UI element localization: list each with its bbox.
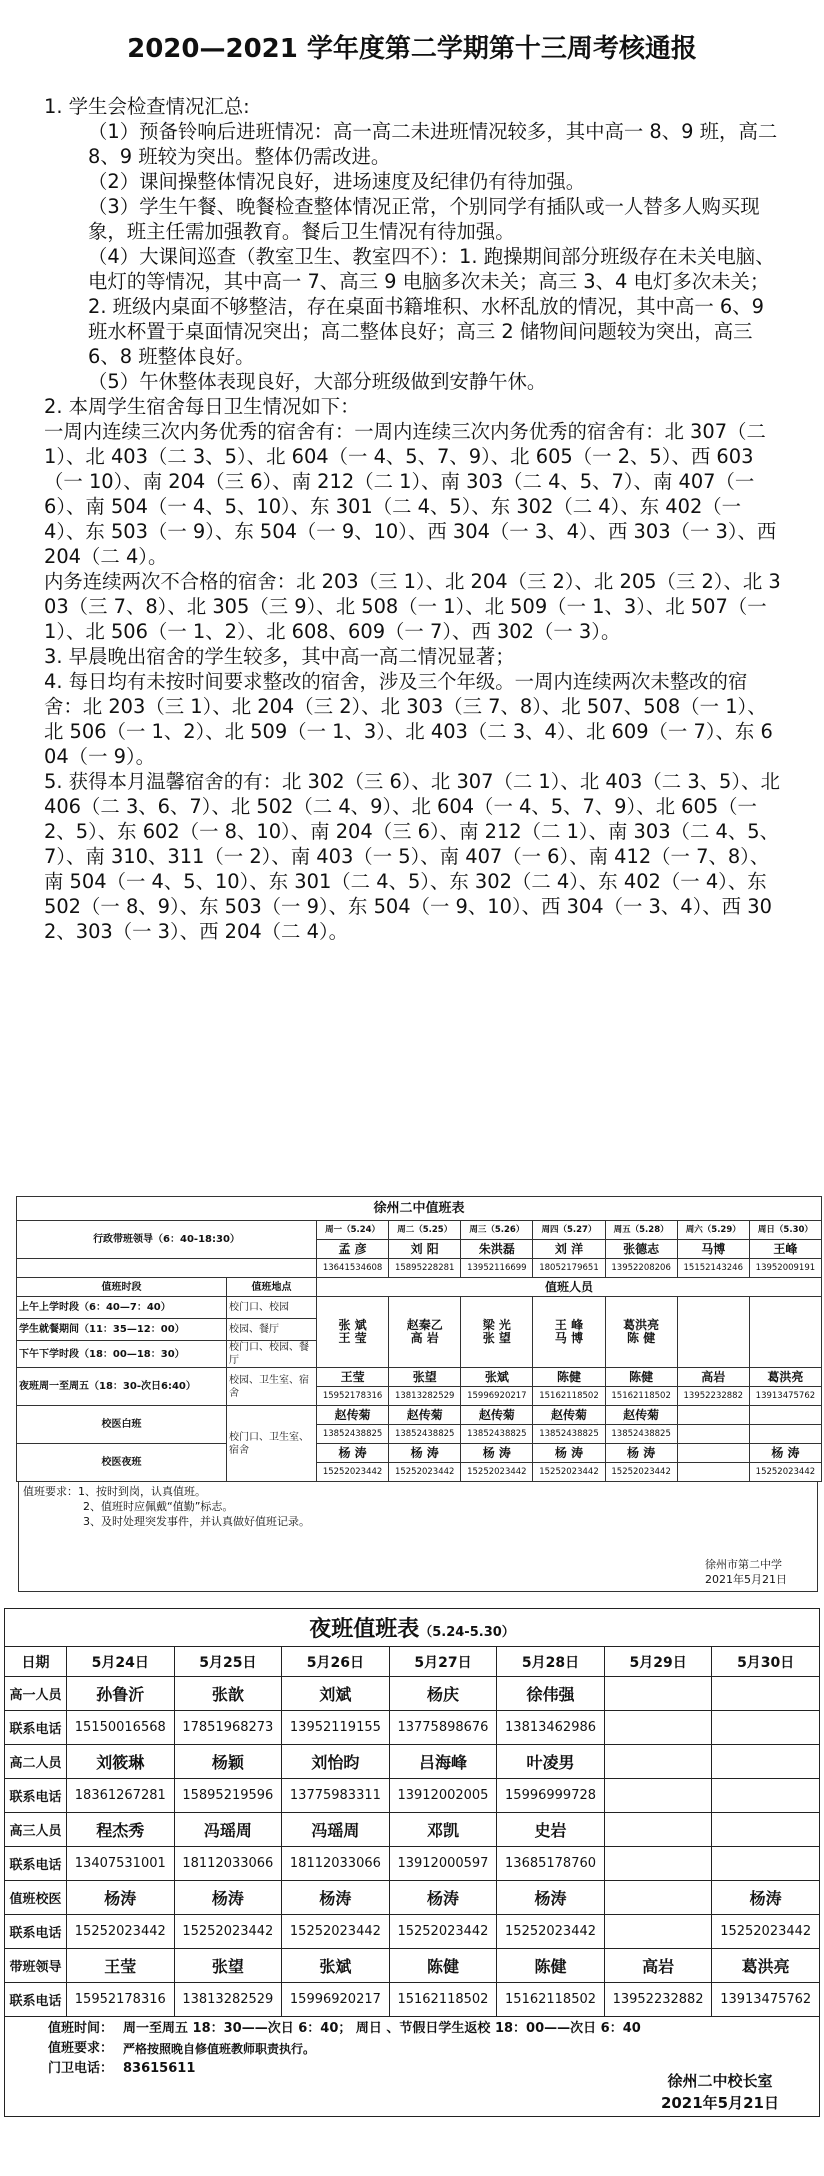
- gate-phone-label: 门卫电话：: [47, 2061, 113, 2076]
- signature-org: 徐州二中校长室: [667, 2072, 773, 2090]
- night-place: 校园、卫生室、宿舍: [227, 1368, 317, 1406]
- doctor-night-name: 杨 涛: [389, 1444, 461, 1463]
- page-title: 2020—2021 学年度第二学期第十三周考核通报: [127, 34, 697, 64]
- doctor-day-phone: 13852438825: [533, 1425, 605, 1444]
- row-label: 值班校医: [5, 1881, 67, 1915]
- col-period: 值班时段: [17, 1278, 227, 1297]
- doctor-day-name: 赵传菊: [461, 1406, 533, 1425]
- day-header: 周六（5.29）: [677, 1221, 749, 1240]
- leader-name: 刘 洋: [533, 1240, 605, 1259]
- phone-cell: 13407531001: [67, 1847, 175, 1881]
- phone-cell: 13813462986: [497, 1711, 605, 1745]
- night-phone: 15996920217: [461, 1387, 533, 1406]
- name-cell: 张斌: [282, 1949, 390, 1983]
- phone-cell: [712, 1779, 820, 1813]
- signature-org: 徐州市第二中学: [705, 1558, 782, 1571]
- phone-cell: 13685178760: [497, 1847, 605, 1881]
- doctor-place: 校门口、卫生室、宿舍: [227, 1406, 317, 1482]
- excellent-dorms: 一周内连续三次内务优秀的宿舍有：一周内连续三次内务优秀的宿舍有：北 307（二 1）、北 403（二 3、5）、北 604（一 4、5、7、9）、北 605（一 2、5）、西 603（一 10）、南 204（三 6）、南 212（二 1）、南 303（二 4、5、7）、南 407（一 6）、南 504（一 4、5、10）、东 301（二 4、5）、东 302（二 4）、东 402（一 4）、东 503（一 9）、东 504（一 9、10）、西 304（一 3、4）、西 303（一 3）、西 204（二 4）。: [44, 420, 777, 568]
- leader-phone: 13952208206: [605, 1259, 677, 1278]
- row-label: 联系电话: [5, 1711, 67, 1745]
- phone-cell: 13775898676: [389, 1711, 497, 1745]
- doctor-day-phone: [677, 1425, 749, 1444]
- night-duty-signature: [661, 2070, 779, 2114]
- day-header: 周二（5.25）: [389, 1221, 461, 1240]
- name-cell: 杨庆: [389, 1677, 497, 1711]
- night-name: 王莹: [317, 1368, 389, 1387]
- name-cell: 杨涛: [282, 1881, 390, 1915]
- doctor-day-phone: [749, 1425, 821, 1444]
- name-cell: 葛洪亮: [712, 1949, 820, 1983]
- leader-name: 孟 彦: [317, 1240, 389, 1259]
- name-cell: 杨颖: [174, 1745, 282, 1779]
- name-cell: 杨涛: [389, 1881, 497, 1915]
- night-phone: 13952232882: [677, 1387, 749, 1406]
- name-cell: 程杰秀: [67, 1813, 175, 1847]
- phone-cell: 15162118502: [389, 1983, 497, 2017]
- doctor-day-name: 赵传菊: [389, 1406, 461, 1425]
- time-label: 值班时间：: [47, 2021, 113, 2036]
- phone-cell: 13913475762: [712, 1983, 820, 2017]
- day-duty-caption: 徐州二中值班表: [17, 1197, 822, 1221]
- name-cell: [604, 1677, 712, 1711]
- period-place: 校园、餐厅: [227, 1319, 317, 1341]
- name-cell: 史岩: [497, 1813, 605, 1847]
- doctor-day-name: 赵传菊: [317, 1406, 389, 1425]
- requirements-text: 严格按照晚自修值班教师职责执行。: [123, 2042, 316, 2056]
- doctor-night-phone: 15252023442: [389, 1463, 461, 1482]
- phone-cell: 15252023442: [282, 1915, 390, 1949]
- night-name: 陈健: [533, 1368, 605, 1387]
- day-staff: [749, 1297, 821, 1368]
- doctor-night-phone: 15252023442: [461, 1463, 533, 1482]
- name-cell: [712, 1677, 820, 1711]
- doctor-day-phone: 13852438825: [317, 1425, 389, 1444]
- night-duty-row: [5, 1983, 820, 2017]
- leader-label: 行政带班领导（6：40-18:30）: [17, 1221, 317, 1259]
- row-label: 联系电话: [5, 1847, 67, 1881]
- night-duty-footer: [4, 2017, 820, 2117]
- day-header: 周三（5.26）: [461, 1221, 533, 1240]
- phone-cell: 15895219596: [174, 1779, 282, 1813]
- name-cell: 杨涛: [67, 1881, 175, 1915]
- phone-cell: 15252023442: [712, 1915, 820, 1949]
- section-1-item: （5）午休整体表现良好，大部分班级做到安静午休。: [88, 370, 547, 393]
- night-duty-row: [5, 1677, 820, 1711]
- phone-cell: 15996999728: [497, 1779, 605, 1813]
- col-staff: 值班人员: [317, 1278, 822, 1297]
- row-label: 联系电话: [5, 1779, 67, 1813]
- name-cell: 陈健: [389, 1949, 497, 1983]
- phone-cell: 15252023442: [174, 1915, 282, 1949]
- night-duty-row: [5, 1915, 820, 1949]
- doctor-night-name: 杨 涛: [317, 1444, 389, 1463]
- night-phone: 13913475762: [749, 1387, 821, 1406]
- doctor-day-name: [749, 1406, 821, 1425]
- requirements-label: 值班要求：: [23, 1485, 78, 1498]
- name-cell: 叶凌男: [497, 1745, 605, 1779]
- leader-phone: 15895228281: [389, 1259, 461, 1278]
- doctor-day-phone: 13852438825: [461, 1425, 533, 1444]
- day-staff: 王 峰 马 博: [533, 1297, 605, 1368]
- name-cell: 冯瑶周: [174, 1813, 282, 1847]
- leader-name: 马博: [677, 1240, 749, 1259]
- phone-cell: [604, 1711, 712, 1745]
- signature-date: 2021年5月21日: [660, 2094, 779, 2112]
- doctor-night-name: 杨 涛: [749, 1444, 821, 1463]
- phone-cell: 15952178316: [67, 1983, 175, 2017]
- night-label: 夜班周一至周五（18：30-次日6:40）: [17, 1368, 227, 1406]
- leader-name: 刘 阳: [389, 1240, 461, 1259]
- name-cell: 冯瑶周: [282, 1813, 390, 1847]
- day-staff: 赵秦乙 高 岩: [389, 1297, 461, 1368]
- name-cell: [604, 1813, 712, 1847]
- doctor-day-phone: 13852438825: [389, 1425, 461, 1444]
- name-cell: 邓凯: [389, 1813, 497, 1847]
- row-label: 高二人员: [5, 1745, 67, 1779]
- night-name: 张望: [389, 1368, 461, 1387]
- name-cell: 刘筱琳: [67, 1745, 175, 1779]
- phone-cell: [712, 1847, 820, 1881]
- requirement-item: 3、及时处理突发事件，并认真做好值班记录。: [83, 1515, 310, 1528]
- day-header: 周五（5.28）: [605, 1221, 677, 1240]
- day-staff: 葛洪亮 陈 健: [605, 1297, 677, 1368]
- phone-cell: 18361267281: [67, 1779, 175, 1813]
- section-1-heading: 1. 学生会检查情况汇总:: [44, 95, 250, 118]
- time-text: 周一至周五 18：30——次日 6：40； 周日 、节假日学生返校 18：00——次日 6：40: [123, 2021, 641, 2036]
- date-label: 日期: [5, 1647, 67, 1677]
- day-duty-requirements: [18, 1482, 818, 1592]
- leader-name: 张德志: [605, 1240, 677, 1259]
- leader-phone: 13952009191: [749, 1259, 821, 1278]
- period-place: 校门口、校园、餐厅: [227, 1341, 317, 1368]
- phone-cell: 13952232882: [604, 1983, 712, 2017]
- phone-cell: 18112033066: [282, 1847, 390, 1881]
- name-cell: 王莹: [67, 1949, 175, 1983]
- doctor-night-label: 校医夜班: [17, 1444, 227, 1482]
- section-1-item: （3）学生午餐、晚餐检查整体情况正常，个别同学有插队或一人替多人购买现象，班主任需加强教育。餐后卫生情况有待加强。: [88, 195, 760, 243]
- section-1-item: （1）预备铃响后进班情况：高一高二未进班情况较多，其中高一 8、9 班，高二 8、9 班较为突出。整体仍需改进。: [88, 120, 778, 168]
- date-header: 5月30日: [712, 1647, 820, 1677]
- phone-cell: [604, 1779, 712, 1813]
- date-header: 5月29日: [604, 1647, 712, 1677]
- night-name: 张斌: [461, 1368, 533, 1387]
- name-cell: [604, 1881, 712, 1915]
- night-duty-caption: [5, 1609, 820, 1647]
- date-header: 5月25日: [174, 1647, 282, 1677]
- period-name: 下午下学时段（18：00—18：30）: [17, 1341, 227, 1368]
- phone-cell: 15252023442: [497, 1915, 605, 1949]
- row-label: 高一人员: [5, 1677, 67, 1711]
- period-name: 学生就餐期间（11：35—12：00）: [17, 1319, 227, 1341]
- leader-phone: 13641534608: [317, 1259, 389, 1278]
- night-name: 葛洪亮: [749, 1368, 821, 1387]
- signature-date: 2021年5月21日: [705, 1573, 787, 1586]
- col-place: 值班地点: [227, 1278, 317, 1297]
- night-duty-rows: [5, 1677, 820, 2017]
- failed-dorms: 内务连续两次不合格的宿舍：北 203（三 1）、北 204（三 2）、北 205（三 2）、北 303（三 7、8）、北 305（三 9）、北 508（一 1）、北 509（一 1、3）、北 507（一 1）、北 506（一 1、2）、北 608、609（一 7）、西 302（一 3）。: [44, 570, 781, 643]
- name-cell: 杨涛: [712, 1881, 820, 1915]
- section-3: 3. 早晨晚出宿舍的学生较多，其中高一高二情况显著；: [44, 645, 515, 668]
- night-duty-row: [5, 1779, 820, 1813]
- night-phone: 13813282529: [389, 1387, 461, 1406]
- phone-cell: 15150016568: [67, 1711, 175, 1745]
- leader-name: 王峰: [749, 1240, 821, 1259]
- date-header: 5月27日: [389, 1647, 497, 1677]
- assessment-report: [44, 94, 784, 944]
- doctor-night-phone: 15252023442: [749, 1463, 821, 1482]
- row-label: 高三人员: [5, 1813, 67, 1847]
- phone-cell: [712, 1711, 820, 1745]
- day-header: 周四（5.27）: [533, 1221, 605, 1240]
- phone-cell: [604, 1915, 712, 1949]
- phone-cell: 13952119155: [282, 1711, 390, 1745]
- doctor-day-phone: 13852438825: [605, 1425, 677, 1444]
- night-duty-table: [4, 1608, 820, 2017]
- gate-phone: 83615611: [123, 2061, 196, 2076]
- leader-phone: 13952116699: [461, 1259, 533, 1278]
- date-header: 5月26日: [282, 1647, 390, 1677]
- phone-cell: 15996920217: [282, 1983, 390, 2017]
- doctor-day-name: 赵传菊: [605, 1406, 677, 1425]
- name-cell: 杨涛: [497, 1881, 605, 1915]
- section-1-item: （2）课间操整体情况良好，进场速度及纪律仍有待加强。: [88, 170, 586, 193]
- night-duty-row: [5, 1711, 820, 1745]
- night-duty-row: [5, 1847, 820, 1881]
- phone-cell: 13912002005: [389, 1779, 497, 1813]
- phone-cell: 15162118502: [497, 1983, 605, 2017]
- period-name: 上午上学时段（6：40—7：40）: [17, 1297, 227, 1319]
- doctor-night-name: 杨 涛: [605, 1444, 677, 1463]
- doctor-night-phone: 15252023442: [317, 1463, 389, 1482]
- doctor-night-phone: 15252023442: [605, 1463, 677, 1482]
- name-cell: 张歆: [174, 1677, 282, 1711]
- doctor-day-name: 赵传菊: [533, 1406, 605, 1425]
- night-phone: 15162118502: [605, 1387, 677, 1406]
- phone-cell: 17851968273: [174, 1711, 282, 1745]
- requirements-label: 值班要求：: [47, 2041, 113, 2056]
- name-cell: 孙鲁沂: [67, 1677, 175, 1711]
- section-1-item: （4）大课间巡查（教室卫生、教室四不）：1. 跑操期间部分班级存在未关电脑、电灯的等情况，其中高一 7、高三 9 电脑多次未关；高三 3、4 电灯多次未关；2. 班级内桌面不够整洁，存在桌面书籍堆积、水杯乱放的情况，其中高一 6、9 班水杯置于桌面情况突出；高二整体良好；高三 2 储物间问题较为突出，高三 6、8 班整体良好。: [88, 245, 775, 368]
- name-cell: [712, 1745, 820, 1779]
- date-header: 5月24日: [67, 1647, 175, 1677]
- section-2-heading: 2. 本周学生宿舍每日卫生情况如下：: [44, 395, 360, 418]
- name-cell: 刘怡昀: [282, 1745, 390, 1779]
- day-staff: 梁 光 张 望: [461, 1297, 533, 1368]
- section-5: 5. 获得本月温馨宿舍的有：北 302（三 6）、北 307（二 1）、北 403（二 3、5）、北 406（二 3、6、7）、北 502（二 4、9）、北 604（一 4、5、7、9）、北 605（一 2、5）、东 602（一 8、10）、南 204（三 6）、南 212（二 1）、南 303（二 4、5、7）、南 310、311（一 2）、南 403（一 5）、南 407（一 6）、南 412（一 7、8）、南 504（一 4、5、10）、东 301（二 4、5）、东 302（二 4）、东 402（一 4）、东 502（一 8、9）、东 503（一 9）、东 504（一 9、10）、西 304（一 3、4）、西 302、303（一 3）、西 204（二 4）。: [44, 770, 780, 943]
- day-staff: 张 斌 王 莹: [317, 1297, 389, 1368]
- date-header: 5月28日: [497, 1647, 605, 1677]
- doctor-night-name: 杨 涛: [461, 1444, 533, 1463]
- phone-cell: 13813282529: [174, 1983, 282, 2017]
- doctor-day-label: 校医白班: [17, 1406, 227, 1444]
- phone-cell: 15252023442: [67, 1915, 175, 1949]
- name-cell: 吕海峰: [389, 1745, 497, 1779]
- day-duty-table: [16, 1196, 822, 1482]
- section-4: 4. 每日均有未按时间要求整改的宿舍，涉及三个年级。一周内连续两次未整改的宿舍：北 203（三 1）、北 204（三 2）、北 303（三 7、8）、北 507、508（一 1）、北 506（一 1、2）、北 509（一 1、3）、北 403（二 3、4）、北 609（一 7）、东 604（一 9）。: [44, 670, 773, 768]
- phone-cell: 18112033066: [174, 1847, 282, 1881]
- night-duty-title: 夜班值班表: [309, 1617, 420, 1642]
- leader-phone: 18052179651: [533, 1259, 605, 1278]
- night-duty-row: [5, 1745, 820, 1779]
- row-label: 联系电话: [5, 1915, 67, 1949]
- day-header: 周一（5.24）: [317, 1221, 389, 1240]
- night-name: 高岩: [677, 1368, 749, 1387]
- row-label: 带班领导: [5, 1949, 67, 1983]
- name-cell: [712, 1813, 820, 1847]
- doctor-night-phone: [677, 1463, 749, 1482]
- requirement-item: 2、值班时应佩戴“值勤”标志。: [83, 1500, 234, 1513]
- name-cell: 陈健: [497, 1949, 605, 1983]
- night-phone: 15162118502: [533, 1387, 605, 1406]
- night-phone: 15952178316: [317, 1387, 389, 1406]
- night-duty-range: （5.24-5.30）: [419, 1625, 515, 1640]
- doctor-night-phone: 15252023442: [533, 1463, 605, 1482]
- name-cell: 刘斌: [282, 1677, 390, 1711]
- name-cell: 张望: [174, 1949, 282, 1983]
- name-cell: 徐伟强: [497, 1677, 605, 1711]
- day-duty-signature: [705, 1557, 787, 1587]
- doctor-night-name: 杨 涛: [533, 1444, 605, 1463]
- night-duty-row: [5, 1881, 820, 1915]
- name-cell: 高岩: [604, 1949, 712, 1983]
- doctor-night-name: [677, 1444, 749, 1463]
- phone-cell: [604, 1847, 712, 1881]
- requirement-item: 1、按时到岗，认真值班。: [78, 1485, 206, 1498]
- day-staff: [677, 1297, 749, 1368]
- night-duty-row: [5, 1813, 820, 1847]
- night-name: 陈健: [605, 1368, 677, 1387]
- night-duty-row: [5, 1949, 820, 1983]
- leader-phone: 15152143246: [677, 1259, 749, 1278]
- name-cell: [604, 1745, 712, 1779]
- period-place: 校门口、校园: [227, 1297, 317, 1319]
- phone-cell: 13912000597: [389, 1847, 497, 1881]
- day-header: 周日（5.30）: [749, 1221, 821, 1240]
- phone-cell: 13775983311: [282, 1779, 390, 1813]
- row-label: 联系电话: [5, 1983, 67, 2017]
- phone-cell: 15252023442: [389, 1915, 497, 1949]
- leader-name: 朱洪磊: [461, 1240, 533, 1259]
- doctor-day-name: [677, 1406, 749, 1425]
- name-cell: 杨涛: [174, 1881, 282, 1915]
